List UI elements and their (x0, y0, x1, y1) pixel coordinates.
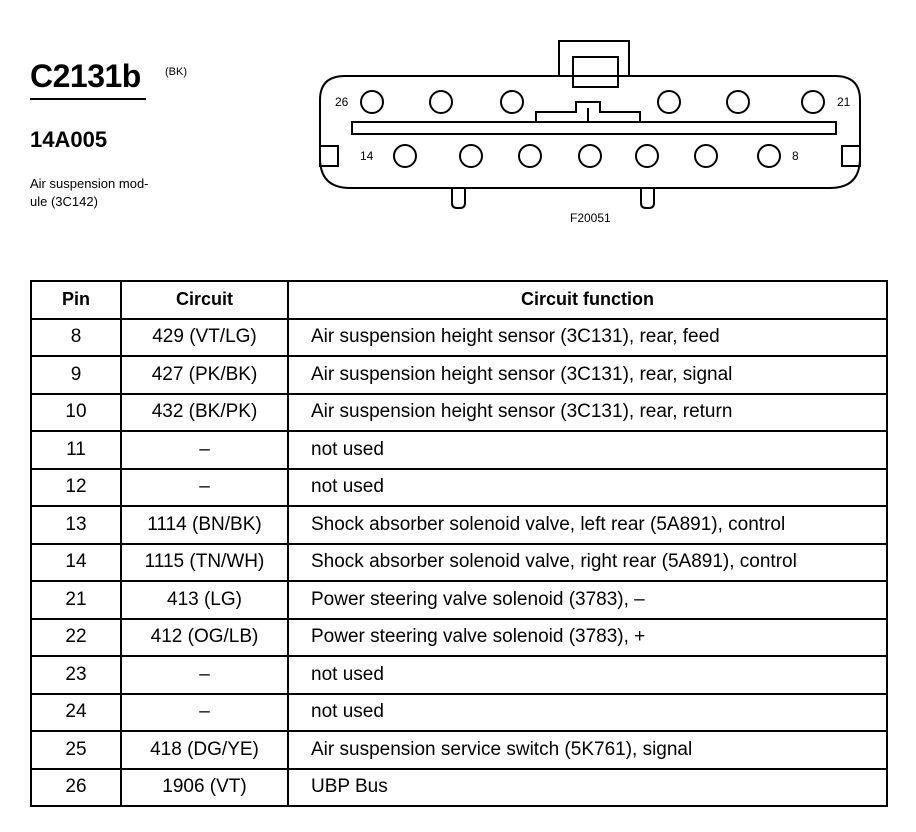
pin-hole (460, 145, 482, 167)
cell-pin: 21 (31, 581, 121, 619)
connector-housing (320, 76, 860, 188)
cell-function: Shock absorber solenoid valve, right rear (5A891), control (288, 544, 887, 582)
pin-hole (695, 145, 717, 167)
cell-circuit: 1115 (TN/WH) (121, 544, 288, 582)
connector-key-bar (352, 122, 836, 134)
connector-diagram (300, 30, 880, 215)
connector-bottom-tab-left (452, 188, 465, 208)
pin-hole (636, 145, 658, 167)
figure-label: F20051 (570, 211, 611, 225)
cell-pin: 24 (31, 694, 121, 732)
cell-function: Power steering valve solenoid (3783), – (288, 581, 887, 619)
pin-hole (394, 145, 416, 167)
cell-function: Shock absorber solenoid valve, left rear (5A891), control (288, 506, 887, 544)
cell-circuit: 429 (VT/LG) (121, 319, 288, 357)
cell-pin: 8 (31, 319, 121, 357)
cell-circuit: – (121, 656, 288, 694)
table-row (31, 694, 887, 732)
cell-function: Power steering valve solenoid (3783), + (288, 619, 887, 657)
connector-side-tab-right (842, 146, 860, 166)
pin-hole (361, 91, 383, 113)
cell-function: UBP Bus (288, 769, 887, 807)
cell-pin: 22 (31, 619, 121, 657)
table-row (31, 769, 887, 807)
connector-id: C2131b (30, 58, 141, 94)
cell-function: not used (288, 694, 887, 732)
cell-function: not used (288, 656, 887, 694)
cell-circuit: 413 (LG) (121, 581, 288, 619)
table-row (31, 356, 887, 394)
pin-hole (501, 91, 523, 113)
cell-pin: 11 (31, 431, 121, 469)
pin-hole (658, 91, 680, 113)
cell-function: Air suspension height sensor (3C131), rear, signal (288, 356, 887, 394)
header-circuit-function: Circuit function (288, 281, 887, 319)
connector-latch-inner (573, 57, 618, 87)
cell-circuit: – (121, 469, 288, 507)
connector-id-underline (30, 98, 146, 100)
table-row (31, 581, 887, 619)
pin-hole (727, 91, 749, 113)
pin-hole (579, 145, 601, 167)
cell-circuit: – (121, 431, 288, 469)
cell-pin: 9 (31, 356, 121, 394)
cell-circuit: – (121, 694, 288, 732)
pin-hole (802, 91, 824, 113)
table-row (31, 431, 887, 469)
pin-hole (758, 145, 780, 167)
connector-bottom-tab-right (641, 188, 654, 208)
cell-function: Air suspension service switch (5K761), signal (288, 731, 887, 769)
cell-pin: 25 (31, 731, 121, 769)
pin-hole (519, 145, 541, 167)
cell-function: Air suspension height sensor (3C131), rear, feed (288, 319, 887, 357)
cell-function: Air suspension height sensor (3C131), rear, return (288, 394, 887, 432)
cell-function: not used (288, 431, 887, 469)
cell-function: not used (288, 469, 887, 507)
cell-circuit: 1906 (VT) (121, 769, 288, 807)
module-description-line2: ule (3C142) (30, 194, 98, 209)
connector-color: (BK) (165, 66, 187, 78)
cell-pin: 12 (31, 469, 121, 507)
table-row (31, 319, 887, 357)
pin-hole (430, 91, 452, 113)
cell-pin: 14 (31, 544, 121, 582)
header-pin: Pin (31, 281, 121, 319)
table-row (31, 544, 887, 582)
pin-label-bottom-right: 8 (792, 149, 799, 163)
cell-circuit: 412 (OG/LB) (121, 619, 288, 657)
table-row (31, 506, 887, 544)
pin-label-top-right: 21 (837, 95, 851, 109)
table-row (31, 469, 887, 507)
cell-pin: 13 (31, 506, 121, 544)
cell-circuit: 418 (DG/YE) (121, 731, 288, 769)
pin-table (30, 280, 888, 807)
pin-label-bottom-left: 14 (360, 149, 374, 163)
cell-pin: 23 (31, 656, 121, 694)
cell-pin: 26 (31, 769, 121, 807)
header-circuit: Circuit (121, 281, 288, 319)
cell-circuit: 1114 (BN/BK) (121, 506, 288, 544)
module-description (30, 175, 200, 211)
table-row (31, 394, 887, 432)
pin-label-top-left: 26 (335, 95, 349, 109)
cell-circuit: 427 (PK/BK) (121, 356, 288, 394)
module-description-line1: Air suspension mod- (30, 176, 149, 191)
table-header-row (31, 281, 887, 319)
cell-circuit: 432 (BK/PK) (121, 394, 288, 432)
table-row (31, 619, 887, 657)
table-row (31, 656, 887, 694)
cell-pin: 10 (31, 394, 121, 432)
part-number: 14A005 (30, 127, 108, 152)
table-row (31, 731, 887, 769)
connector-side-tab-left (320, 146, 338, 166)
